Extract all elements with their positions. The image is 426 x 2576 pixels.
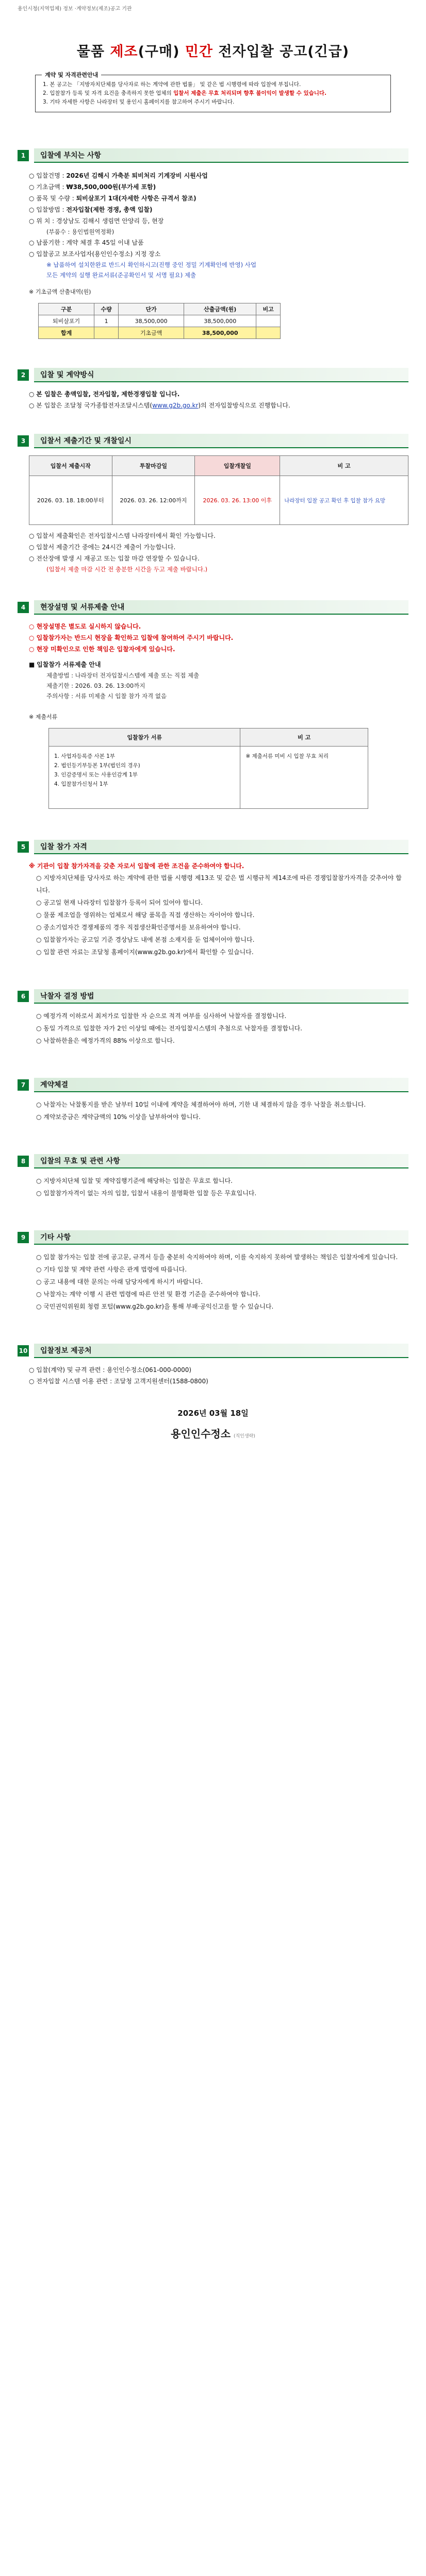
text: 낙찰하한율은 예정가격의 88% 이상으로 합니다. [43, 1037, 175, 1044]
td: 38,500,000 [184, 327, 256, 339]
s4-doc-caption: ※ 제출서류 [29, 714, 58, 720]
table-header-row [29, 456, 408, 476]
s5-para-2: ○ 공고일 현재 나라장터 입찰참가 등록이 되어 있어야 합니다. [36, 899, 203, 906]
td: 기초금액 [119, 327, 184, 339]
section-title: 입찰정보 제공처 [34, 1344, 408, 1358]
td: 2026. 03. 18. 18:00부터 [29, 476, 112, 525]
td: 2026. 03. 26. 13:00 이후 [195, 476, 280, 525]
text: 입찰 참가자는 입찰 전에 공고문, 규격서 등을 충분히 숙지하여야 하며, 이를 숙지하지 못하여 발생하는 책임은 입찰자에게 있습니다. [43, 1253, 398, 1261]
section-10-header [18, 1344, 408, 1358]
td: 38,500,000 [119, 315, 184, 327]
s1-item-7-sub-1: ※ 납품하여 설치한완료 반드시 확인하시고(진행 중인 정밀 기계확인에 반영) 사업 [46, 261, 256, 268]
table-row [49, 747, 368, 809]
documents-table [48, 728, 368, 809]
title-mid: (구매) [138, 44, 185, 60]
s9-para-4: ○ 낙찰자는 계약 이행 시 관련 법령에 따른 안전 및 환경 기준을 준수하여야 합니다. [36, 1291, 260, 1298]
text: 현장설명은 별도로 실시하지 않습니다. [36, 623, 141, 630]
s1-item-2: ○ 기초금액 : ₩38,500,000원(부가세 포함) [29, 183, 156, 191]
text: 현장 미확인으로 인한 책임은 입찰자에게 있습니다. [36, 646, 175, 653]
text: 기타 입찰 및 계약 관련 사항은 관계 법령에 따릅니다. [43, 1266, 187, 1273]
s4-sub-title: ■ 입찰참가 서류제출 안내 [29, 661, 101, 668]
th: 비 고 [280, 456, 408, 476]
td: ※ 제출서류 미비 시 입찰 무효 처리 [240, 747, 368, 809]
text: 예정가격 이하로서 최저가로 입찰한 자 순으로 적격 여부를 심사하여 낙찰자를 결정합니다. [43, 1012, 287, 1020]
label: 품목 및 수량 : [36, 195, 76, 202]
notice-line-2-red: 입찰서 제출은 무효 처리되며 향후 불이익이 발생할 수 있습니다. [173, 90, 327, 96]
s1-item-4: ○ 입찰방법 : 전자입찰(제한 경쟁, 총액 입찰) [29, 206, 153, 213]
section-8-header [18, 1154, 408, 1168]
section-title: 현장설명 및 서류제출 안내 [34, 600, 408, 615]
th: 비고 [256, 303, 281, 315]
th: 산출금액(원) [184, 303, 256, 315]
th: 입찰서 제출시작 [29, 456, 112, 476]
s4-sub-2: 제출기한 : 2026. 03. 26. 13:00까지 [46, 682, 145, 689]
section-number: 4 [18, 602, 29, 613]
value: 입찰공고 보조사업자(용인인수정소) 지정 장소 [36, 250, 161, 258]
th: 투찰마감일 [112, 456, 195, 476]
label: 입찰방법 : [36, 206, 67, 213]
section-title: 입찰 참가 자격 [34, 840, 408, 854]
td [256, 315, 281, 327]
s5-para-5: ○ 입찰참가자는 공고일 기준 경상남도 내에 본점 소재지를 둔 업체이어야 합니다. [36, 936, 255, 943]
notice-line-3: 3. 기타 자세한 사항은 나라장터 및 용인시 홈페이지를 참고하여 주시기 바랍니다. [43, 99, 235, 105]
notice-title: 계약 및 자격관련안내 [42, 71, 101, 79]
section-title: 계약체결 [34, 1078, 408, 1092]
g2b-link[interactable]: www.g2b.go.kr [152, 402, 199, 409]
td: 퇴비살포기 [39, 315, 94, 327]
text: 지방자치단체를 당사자로 하는 계약에 관한 법률 시행령 제13조 및 같은 법 시행규칙 제14조에 따른 경쟁입찰참가자격을 갖추어야 합니다. [36, 874, 402, 894]
s2-item-1: ○ 본 입찰은 총액입찰, 전자입찰, 제한경쟁입찰 입니다. [29, 391, 180, 398]
s3-note-3-red: (입찰서 제출 마감 시간 전 충분한 시간을 두고 제출 바랍니다.) [46, 566, 208, 573]
s7-para-1: ○ 낙찰자는 낙찰통지를 받은 날부터 10일 이내에 계약을 체결하여야 하며, 기한 내 체결하지 않을 경우 낙찰을 취소합니다. [36, 1101, 366, 1108]
section-6-header [18, 989, 408, 1004]
s1-item-7-sub-2: 모든 계약의 실행 완료서류(준공확인서 및 서명 필요) 제출 [46, 272, 196, 279]
value: ₩38,500,000원(부가세 포함) [66, 183, 156, 191]
text: 전자입찰 시스템 이용 관련 : 조달청 고객지원센터(1588-0800) [36, 1378, 208, 1385]
s6-para-2: ○ 동일 가격으로 입찰한 자가 2인 이상일 때에는 전자입찰시스템의 추첨으로 낙찰자를 결정합니다. [36, 1025, 302, 1032]
notice-line-1: 1. 본 공고는 「지방자치단체를 당사자로 하는 계약에 관한 법률」 및 같은 법 시행령에 따라 입찰에 부칩니다. [43, 81, 301, 88]
label: 입찰건명 : [36, 172, 67, 179]
s4-warn-2: ○ 입찰참가자는 반드시 현장을 확인하고 입찰에 참여하여 주시기 바랍니다. [29, 634, 234, 641]
s6-para-3: ○ 낙찰하한율은 예정가격의 88% 이상으로 합니다. [36, 1037, 175, 1044]
s1-table-caption: ※ 기초금액 산출내역(원) [29, 289, 91, 295]
table-total-row [39, 327, 281, 339]
text: 공고 내용에 대한 문의는 아래 담당자에게 하시기 바랍니다. [43, 1278, 203, 1285]
th: 입찰개찰일 [195, 456, 280, 476]
s8-para-1: ○ 지방자치단체 입찰 및 계약집행기준에 해당하는 입찰은 무효로 합니다. [36, 1177, 233, 1184]
section-1-header [18, 148, 408, 163]
org-name: 용인인수정소 [171, 1428, 231, 1440]
s8-para-2: ○ 입찰참가자격이 없는 자의 입찰, 입찰서 내용이 불명확한 입찰 등은 무효입니다. [36, 1190, 257, 1197]
text: 낙찰자는 낙찰통지를 받은 날부터 10일 이내에 계약을 체결하여야 하며, 기한 내 체결하지 않을 경우 낙찰을 취소합니다. [43, 1101, 366, 1108]
text: 입찰 관련 자료는 조달청 홈페이지(www.g2b.go.kr)에서 확인할 수 있습니다. [43, 948, 254, 956]
s9-para-2: ○ 기타 입찰 및 계약 관련 사항은 관계 법령에 따릅니다. [36, 1266, 187, 1273]
s5-para-4: ○ 중소기업자간 경쟁제품의 경우 직접생산확인증명서를 보유하여야 합니다. [36, 924, 241, 931]
value: 전자입찰(제한 경쟁, 총액 입찰) [66, 206, 153, 213]
text: 지방자치단체 입찰 및 계약집행기준에 해당하는 입찰은 무효로 합니다. [43, 1177, 233, 1184]
base-price-table [38, 303, 281, 339]
s7-para-2: ○ 계약보증금은 계약금액의 10% 이상을 납부하여야 합니다. [36, 1113, 201, 1121]
s1-item-1: ○ 입찰건명 : 2026년 김해시 가축분 퇴비처리 기계장비 시원사업 [29, 172, 208, 179]
s1-item-5: ○ 위 치 : 경상남도 김해시 생림면 안양리 등, 현장 [29, 217, 164, 225]
td: 1 [94, 315, 119, 327]
section-title: 입찰에 부치는 사항 [34, 148, 408, 163]
section-number: 3 [18, 435, 29, 447]
value: 위 치 : 경상남도 김해시 생림면 안양리 등, 현장 [36, 217, 164, 225]
table-row [39, 315, 281, 327]
section-number: 2 [18, 369, 29, 381]
value: 퇴비살포기 1대(자세한 사항은 규격서 참조) [76, 195, 196, 202]
s4-sub-1: 제출방법 : 나라장터 전자입찰시스템에 제출 또는 직접 제출 [46, 672, 200, 679]
td [256, 327, 281, 339]
text: 낙찰자는 계약 이행 시 관련 법령에 따른 안전 및 환경 기준을 준수하여야 합니다. [43, 1291, 260, 1298]
table-header-row [39, 303, 281, 315]
notice-line-2-text: 2. 입찰참가 등록 및 자격 요건을 충족하지 못한 업체의 [43, 90, 174, 96]
text: 입찰서 제출기간 중에는 24시간 제출이 가능합니다. [36, 544, 176, 551]
s5-warn: ※ 기관이 입찰 참가자격을 갖춘 자로서 입찰에 관한 조건을 준수하여야 합니다. [29, 862, 244, 870]
text: 공고일 현재 나라장터 입찰참가 등록이 되어 있어야 합니다. [43, 899, 203, 906]
footer-date: 2026년 03월 18일 [177, 1409, 249, 1418]
text: 국민권익위원회 청렴 포털(www.g2b.go.kr)을 통해 부패·공익신고를 할 수 있습니다. [43, 1303, 274, 1310]
section-5-header [18, 840, 408, 854]
section-title: 낙찰자 결정 방법 [34, 989, 408, 1004]
section-title: 기타 사항 [34, 1230, 408, 1245]
text: 동일 가격으로 입찰한 자가 2인 이상일 때에는 전자입찰시스템의 추첨으로 낙찰자를 결정합니다. [43, 1025, 302, 1032]
text: 입찰참가 서류제출 안내 [37, 661, 101, 668]
footer-org [18, 1426, 408, 1440]
section-number: 1 [18, 150, 29, 161]
text: 입찰참가자는 반드시 현장을 확인하고 입찰에 참여하여 주시기 바랍니다. [36, 634, 234, 641]
seal-note: (직인생략) [234, 1434, 255, 1439]
text: 입찰서 제출확인은 전자입찰시스템 나라장터에서 확인 가능합니다. [36, 532, 216, 539]
value: 2026년 김해시 가축분 퇴비처리 기계장비 시원사업 [66, 172, 208, 179]
td: 합계 [39, 327, 94, 339]
s3-note-1: ○ 입찰서 제출확인은 전자입찰시스템 나라장터에서 확인 가능합니다. [29, 532, 216, 539]
th: 단가 [119, 303, 184, 315]
notice-box [35, 72, 391, 112]
title-red-1: 제조 [110, 44, 138, 60]
s1-item-3: ○ 품목 및 수량 : 퇴비살포기 1대(자세한 사항은 규격서 참조) [29, 195, 196, 202]
header-note: 용인시청(지역업체) 정보 ·계약정보(제조)공고 기관 [18, 6, 132, 12]
td: 1. 사업자등록증 사본 1부 2. 법인등기부등본 1부(법인의 경우) 3. 인감증명서 또는 사용인감계 1부 4. 입찰참가신청서 1부 [49, 747, 240, 809]
s9-para-3: ○ 공고 내용에 대한 문의는 아래 담당자에게 하시기 바랍니다. [36, 1278, 203, 1285]
s9-para-1: ○ 입찰 참가자는 입찰 전에 공고문, 규격서 등을 충분히 숙지하여야 하며, 이를 숙지하지 못하여 발생하는 책임은 입찰자에게 있습니다. [36, 1253, 398, 1261]
section-number: 9 [18, 1232, 29, 1243]
s2-item-2: ○ 본 입찰은 조달청 국가종합전자조달시스템(www.g2b.go.kr)의 전자입찰방식으로 진행합니다. [29, 402, 290, 409]
text: 입찰(계약) 및 규격 관련 : 용인인수정소(061-000-0000) [36, 1366, 192, 1374]
s1-item-7: ○ 입찰공고 보조사업자(용인인수정소) 지정 장소 [29, 250, 161, 258]
s5-para-3: ○ 물품 제조업을 영위하는 업체로서 해당 품목을 직접 생산하는 자이어야 합니다. [36, 911, 255, 919]
section-4-header [18, 600, 408, 615]
th: 입찰참가 서류 [49, 728, 240, 747]
td: 2026. 03. 26. 12:00까지 [112, 476, 195, 525]
text: )의 전자입찰방식으로 진행합니다. [198, 402, 290, 409]
section-number: 5 [18, 841, 29, 853]
text: 전산장애 발생 시 재공고 또는 입찰 마감 연장할 수 있습니다. [36, 555, 200, 562]
title-suffix: 전자입찰 공고(긴급) [213, 44, 350, 60]
section-number: 8 [18, 1156, 29, 1167]
th: 수량 [94, 303, 119, 315]
text: 물품 제조업을 영위하는 업체로서 해당 품목을 직접 생산하는 자이어야 합니다. [43, 911, 255, 919]
text: 계약보증금은 계약금액의 10% 이상을 납부하여야 합니다. [43, 1113, 201, 1121]
s1-item-5-sub: (부품수 : 용인법원역정확) [46, 228, 114, 235]
s5-para-1: ○ 지방자치단체를 당사자로 하는 계약에 관한 법률 시행령 제13조 및 같은 법 시행규칙 제14조에 따른 경쟁입찰참가자격을 갖추어야 합니다. [36, 874, 402, 894]
section-9-header [18, 1230, 408, 1245]
s10-para-2: ○ 전자입찰 시스템 이용 관련 : 조달청 고객지원센터(1588-0800) [29, 1378, 208, 1385]
s4-sub-3: 주의사항 : 서류 미제출 시 입찰 참가 자격 없음 [46, 692, 167, 700]
s10-para-1: ○ 입찰(계약) 및 규격 관련 : 용인인수정소(061-000-0000) [29, 1366, 192, 1374]
section-2-header [18, 368, 408, 382]
s3-note-3: ○ 전산장애 발생 시 재공고 또는 입찰 마감 연장할 수 있습니다. [29, 555, 200, 562]
title-prefix: 물품 [76, 44, 110, 60]
text: 입찰참가자는 공고일 기준 경상남도 내에 본점 소재지를 둔 업체이어야 합니다. [43, 936, 255, 943]
section-7-header [18, 1078, 408, 1092]
schedule-table [29, 455, 408, 525]
section-number: 7 [18, 1079, 29, 1091]
section-number: 10 [18, 1345, 29, 1357]
section-title: 입찰서 제출기간 및 개찰일시 [34, 434, 408, 448]
table-row [29, 476, 408, 525]
s3-note-2: ○ 입찰서 제출기간 중에는 24시간 제출이 가능합니다. [29, 544, 176, 551]
section-3-header [18, 434, 408, 448]
title-red-2: 민간 [185, 44, 214, 60]
section-title: 입찰의 무효 및 관련 사항 [34, 1154, 408, 1168]
s1-item-6: ○ 납품기한 : 계약 체결 후 45일 이내 납품 [29, 239, 144, 246]
th: 구분 [39, 303, 94, 315]
section-title: 입찰 및 계약방식 [34, 368, 408, 382]
td [94, 327, 119, 339]
s6-para-1: ○ 예정가격 이하로서 최저가로 입찰한 자 순으로 적격 여부를 심사하여 낙찰자를 결정합니다. [36, 1012, 287, 1020]
table-header-row [49, 728, 368, 747]
notice-line-2 [43, 89, 383, 98]
section-number: 6 [18, 991, 29, 1002]
s4-warn-3: ○ 현장 미확인으로 인한 책임은 입찰자에게 있습니다. [29, 646, 175, 653]
value: 본 입찰은 총액입찰, 전자입찰, 제한경쟁입찰 입니다. [36, 391, 180, 398]
page-title [18, 40, 408, 60]
s5-para-6: ○ 입찰 관련 자료는 조달청 홈페이지(www.g2b.go.kr)에서 확인할 수 있습니다. [36, 948, 254, 956]
text: 입찰참가자격이 없는 자의 입찰, 입찰서 내용이 불명확한 입찰 등은 무효입니다. [43, 1190, 257, 1197]
s4-warn-1: ○ 현장설명은 별도로 실시하지 않습니다. [29, 623, 141, 630]
value: 납품기한 : 계약 체결 후 45일 이내 납품 [36, 239, 144, 246]
td: 나라장터 입찰 공고 확인 후 입찰 참가 요망 [280, 476, 408, 525]
s9-para-5: ○ 국민권익위원회 청렴 포털(www.g2b.go.kr)을 통해 부패·공익신고를 할 수 있습니다. [36, 1303, 274, 1310]
td: 38,500,000 [184, 315, 256, 327]
text: 중소기업자간 경쟁제품의 경우 직접생산확인증명서를 보유하여야 합니다. [43, 924, 241, 931]
text: 본 입찰은 조달청 국가종합전자조달시스템( [36, 402, 153, 409]
label: 기초금액 : [36, 183, 67, 191]
th: 비 고 [240, 728, 368, 747]
